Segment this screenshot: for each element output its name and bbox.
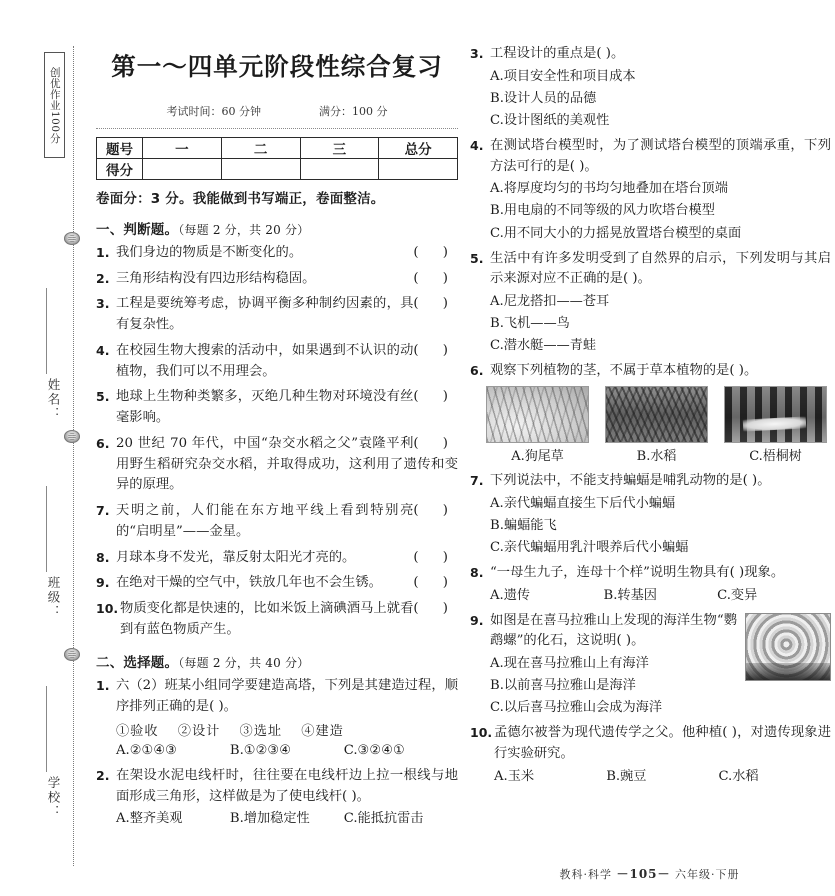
option-b[interactable]: B.用电扇的不同等级的风力吹塔台模型 bbox=[490, 203, 715, 219]
option-c[interactable]: C.用不同大小的力摇晃放置塔台模型的桌面 bbox=[490, 225, 742, 241]
option-b[interactable]: B.①②③④ bbox=[229, 742, 292, 758]
score-table-row-label: 题号 bbox=[97, 138, 143, 159]
footer-grade: 六年级·下册 bbox=[675, 868, 740, 881]
spine-rule-2 bbox=[46, 486, 47, 572]
spine-field-school-label: 学校： bbox=[46, 776, 61, 820]
answer-blank[interactable]: ( ) bbox=[413, 342, 458, 358]
question-text: 如图是在喜马拉雅山上发现的海洋生物“鹦鹉螺”的化石，这说明( )。 bbox=[490, 612, 737, 649]
question-tf-7 bbox=[96, 501, 458, 542]
question-mc-9 bbox=[470, 611, 831, 652]
option-a[interactable]: A.遗传 bbox=[490, 587, 531, 603]
question-mc-3 bbox=[470, 44, 831, 65]
exam-full-score: 满分：100 分 bbox=[319, 105, 388, 118]
question-number: 5. bbox=[470, 250, 484, 266]
answer-blank[interactable]: ( ) bbox=[413, 601, 458, 617]
option-b[interactable]: B.豌豆 bbox=[606, 768, 647, 784]
question-tf-10 bbox=[96, 599, 458, 640]
question-number: 4. bbox=[470, 137, 484, 153]
binding-dotted-line bbox=[73, 46, 74, 866]
section-label: 一、判断题。 bbox=[96, 222, 179, 238]
question-mc-7-options bbox=[470, 494, 831, 558]
nautilus-fossil-image bbox=[745, 613, 831, 681]
question-tf-4 bbox=[96, 341, 458, 382]
score-cell-total[interactable] bbox=[379, 159, 458, 180]
question-tf-3 bbox=[96, 294, 458, 335]
option-c[interactable]: C.设计图纸的美观性 bbox=[490, 112, 610, 128]
option-c[interactable]: C.潜水艇——青蛙 bbox=[490, 338, 597, 354]
option-a[interactable]: A.项目安全性和项目成本 bbox=[490, 68, 636, 84]
binding-hole-mark bbox=[64, 648, 80, 661]
picture-option-c[interactable] bbox=[724, 386, 827, 464]
option-a[interactable]: A.尼龙搭扣——苍耳 bbox=[490, 294, 610, 310]
option-c[interactable]: C.以后喜马拉雅山会成为海洋 bbox=[490, 700, 663, 716]
question-text: 在绝对干燥的空气中，铁放几年也不会生锈。 bbox=[116, 575, 382, 591]
question-mc-2-options bbox=[96, 809, 458, 829]
question-mc-5-options bbox=[470, 292, 831, 356]
question-text: 在校园生物大搜索的活动中，如果遇到不认识的动植物，我们可以不用理会。 bbox=[116, 342, 414, 379]
score-cell-1[interactable] bbox=[143, 159, 222, 180]
question-mc-6 bbox=[470, 361, 831, 382]
question-tf-1 bbox=[96, 243, 458, 264]
rice-paddy-image bbox=[605, 386, 708, 443]
spine-field-name-label: 姓名： bbox=[46, 378, 61, 422]
question-text: 天明之前，人们能在东方地平线上看到特别亮的“启明星”——金星。 bbox=[116, 503, 414, 539]
picture-option-a[interactable] bbox=[486, 386, 589, 464]
question-tf-6 bbox=[96, 434, 458, 496]
question-tf-8 bbox=[96, 548, 458, 569]
question-tf-2 bbox=[96, 269, 458, 290]
question-text: 月球本身不发光，靠反射太阳光才亮的。 bbox=[116, 549, 356, 565]
question-text: 观察下列植物的茎，不属于草本植物的是( )。 bbox=[490, 363, 758, 379]
question-mc-3-options bbox=[470, 67, 831, 131]
score-table-col-2: 二 bbox=[221, 138, 300, 159]
question-mc-5 bbox=[470, 249, 831, 290]
question-text: 在测试塔台模型时，为了测试塔台模型的顶端承重，下列方法可行的是( )。 bbox=[490, 137, 831, 174]
option-a[interactable]: A.现在喜马拉雅山上有海洋 bbox=[490, 656, 649, 672]
brand-label: 创优作业100分 bbox=[48, 66, 61, 144]
question-text: 20 世纪 70 年代，中国“杂交水稻之父”袁隆平利用野生稻研究杂交水稻，并取得成功，这利用了遗传和变异的原理。 bbox=[116, 435, 458, 493]
option-b[interactable]: B.转基因 bbox=[603, 587, 657, 603]
option-b-caption: B.水稻 bbox=[636, 448, 677, 464]
spine-field-school bbox=[38, 776, 68, 820]
question-number: 3. bbox=[96, 296, 110, 312]
spine-field-class-label: 班级： bbox=[46, 576, 61, 620]
section-points: （每题 2 分，共 40 分） bbox=[178, 656, 310, 671]
option-a-caption: A.狗尾草 bbox=[511, 448, 564, 464]
column-left bbox=[92, 0, 464, 896]
answer-blank[interactable]: ( ) bbox=[413, 245, 458, 260]
question-number: 10. bbox=[470, 725, 493, 741]
question-number: 6. bbox=[96, 435, 110, 451]
option-b[interactable]: B.蝙蝠能飞 bbox=[490, 517, 557, 533]
footer-page-number: －105－ bbox=[616, 867, 671, 881]
question-number: 8. bbox=[96, 549, 110, 565]
answer-blank[interactable]: ( ) bbox=[413, 270, 458, 286]
brand-badge bbox=[44, 52, 65, 158]
page-footer bbox=[464, 865, 835, 882]
answer-blank[interactable]: ( ) bbox=[413, 296, 458, 312]
question-text: “一母生九子，连母十个样”说明生物具有( )现象。 bbox=[490, 564, 785, 580]
question-text: 三角形结构没有四边形结构稳固。 bbox=[116, 270, 316, 286]
picture-option-b[interactable] bbox=[605, 386, 708, 464]
table-row bbox=[97, 138, 458, 159]
score-table bbox=[96, 137, 458, 180]
foxtail-grass-image bbox=[486, 386, 589, 443]
question-number: 1. bbox=[96, 678, 110, 694]
question-text: 六（2）班某小组同学要建造高塔，下列是其建造过程，顺序排列正确的是( )。 bbox=[116, 678, 458, 715]
question-number: 1. bbox=[96, 245, 110, 260]
question-mc-10-options bbox=[470, 767, 831, 787]
score-cell-3[interactable] bbox=[300, 159, 379, 180]
answer-blank[interactable]: ( ) bbox=[413, 389, 458, 405]
score-table-col-total: 总分 bbox=[379, 138, 458, 159]
question-number: 8. bbox=[470, 564, 484, 580]
question-mc-1-options bbox=[96, 741, 458, 761]
answer-blank[interactable]: ( ) bbox=[413, 575, 458, 591]
option-a[interactable]: A.玉米 bbox=[494, 768, 535, 784]
question-number: 3. bbox=[470, 46, 484, 61]
option-a[interactable]: A.②①④③ bbox=[116, 742, 178, 758]
question-number: 2. bbox=[96, 270, 110, 286]
tree-lined-road-image bbox=[724, 386, 827, 443]
score-table-col-1: 一 bbox=[143, 138, 222, 159]
question-text: 在架设水泥电线杆时，往往要在电线杆边上拉一根线与地面形成三角形，这样做是为了使电线杆( )。 bbox=[116, 768, 458, 804]
exam-meta bbox=[96, 103, 458, 119]
option-a[interactable]: A.将厚度均匀的书均匀地叠加在塔台顶端 bbox=[490, 181, 728, 197]
question-text: 孟德尔被誉为现代遗传学之父。他种植( )，对遗传现象进行实验研究。 bbox=[494, 725, 831, 762]
spine-field-class bbox=[38, 576, 68, 620]
sequence-item-1: ①验收 bbox=[116, 723, 159, 739]
score-cell-2[interactable] bbox=[221, 159, 300, 180]
question-tf-5 bbox=[96, 387, 458, 428]
page-spine bbox=[0, 0, 92, 896]
question-mc-7 bbox=[470, 471, 831, 492]
question-mc-1-sequence-items bbox=[96, 720, 458, 739]
question-mc-8-options bbox=[470, 586, 831, 606]
question-text: 生活中有许多发明受到了自然界的启示，下列发明与其启示来源对应不正确的是( )。 bbox=[490, 250, 831, 287]
option-b[interactable]: B.设计人员的品德 bbox=[490, 90, 597, 106]
question-mc-2 bbox=[96, 766, 458, 807]
exam-duration: 考试时间：60 分钟 bbox=[166, 105, 261, 118]
question-number: 5. bbox=[96, 389, 110, 405]
page-content bbox=[92, 0, 835, 896]
spine-rule-1 bbox=[46, 288, 47, 374]
question-number: 10. bbox=[96, 601, 119, 617]
question-mc-4 bbox=[470, 136, 831, 177]
section-points: （每题 2 分，共 20 分） bbox=[178, 223, 310, 237]
score-table-row-label: 得分 bbox=[97, 159, 143, 180]
sequence-item-4: ④建造 bbox=[301, 723, 344, 739]
option-a[interactable]: A.亲代蝙蝠直接生下后代小蝙蝠 bbox=[490, 495, 676, 511]
question-number: 7. bbox=[96, 503, 110, 519]
column-right bbox=[464, 0, 835, 896]
question-mc-1 bbox=[96, 676, 458, 717]
question-mc-10 bbox=[470, 723, 831, 764]
question-mc-6-picture-options bbox=[470, 386, 831, 464]
option-c[interactable]: C.能抵抗雷击 bbox=[343, 811, 424, 827]
sequence-item-2: ②设计 bbox=[177, 723, 221, 739]
option-b[interactable]: B.增加稳定性 bbox=[229, 811, 310, 827]
option-a[interactable]: A.整齐美观 bbox=[116, 811, 183, 827]
section-heading-multiple-choice bbox=[96, 651, 458, 671]
option-c[interactable]: C.③②④① bbox=[343, 742, 405, 758]
score-table-col-3: 三 bbox=[300, 138, 379, 159]
question-number: 2. bbox=[96, 768, 110, 784]
question-number: 9. bbox=[470, 612, 484, 628]
question-text: 工程设计的重点是( )。 bbox=[490, 46, 625, 61]
binding-hole-mark bbox=[64, 430, 80, 443]
option-b[interactable]: B.以前喜马拉雅山是海洋 bbox=[490, 678, 636, 694]
option-c-caption: C.梧桐树 bbox=[749, 448, 802, 464]
question-tf-9 bbox=[96, 573, 458, 594]
question-number: 9. bbox=[96, 575, 110, 591]
question-text: 我们身边的物质是不断变化的。 bbox=[116, 245, 303, 260]
question-number: 6. bbox=[470, 363, 484, 379]
option-c[interactable]: C.变异 bbox=[717, 587, 758, 603]
spine-field-name bbox=[38, 378, 68, 422]
table-row bbox=[97, 159, 458, 180]
answer-blank[interactable]: ( ) bbox=[413, 435, 458, 451]
question-number: 7. bbox=[470, 472, 484, 488]
sequence-item-3: ③选址 bbox=[239, 723, 283, 739]
option-c[interactable]: C.水稻 bbox=[718, 768, 759, 784]
question-text: 下列说法中，不能支持蝙蝠是哺乳动物的是( )。 bbox=[490, 472, 771, 488]
binding-hole-mark bbox=[64, 232, 80, 245]
answer-blank[interactable]: ( ) bbox=[413, 503, 458, 519]
section-heading-true-false bbox=[96, 218, 458, 238]
question-number: 4. bbox=[96, 342, 110, 358]
question-mc-4-options bbox=[470, 179, 831, 243]
question-text: 地球上生物种类繁多，灭绝几种生物对环境没有丝毫影响。 bbox=[116, 389, 414, 426]
page-title: 第一～四单元阶段性综合复习 bbox=[111, 52, 443, 81]
option-b[interactable]: B.飞机——鸟 bbox=[490, 316, 570, 332]
meta-divider bbox=[96, 128, 458, 129]
section-label: 二、选择题。 bbox=[96, 655, 179, 672]
spine-rule-3 bbox=[46, 686, 47, 772]
option-c[interactable]: C.亲代蝙蝠用乳汁喂养后代小蝙蝠 bbox=[490, 539, 689, 555]
footer-subject: 教科·科学 bbox=[559, 868, 612, 881]
answer-blank[interactable]: ( ) bbox=[413, 549, 458, 565]
question-text: 物质变化都是快速的，比如米饭上滴碘酒马上就看到有蓝色物质产生。 bbox=[120, 601, 414, 637]
question-mc-8 bbox=[470, 563, 831, 584]
paper-presentation-note: 卷面分：3 分。我能做到书写端正，卷面整洁。 bbox=[96, 191, 385, 207]
question-text: 工程是要统筹考虑，协调平衡多种制约因素的，具有复杂性。 bbox=[116, 296, 414, 333]
